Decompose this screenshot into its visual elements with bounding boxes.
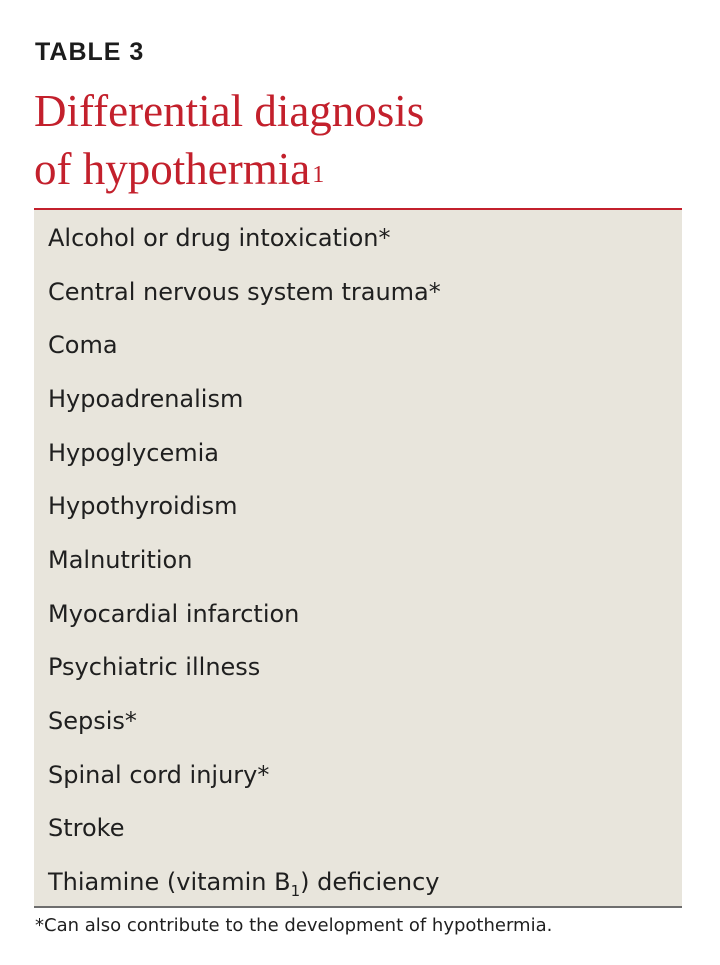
list-item-subscript: 1 <box>290 882 301 900</box>
list-item: Spinal cord injury* <box>48 761 270 789</box>
title-line-1: Differential diagnosis <box>34 86 425 136</box>
title-line-2-text: of hypothermia <box>34 144 311 194</box>
list-item: Central nervous system trauma* <box>48 278 441 306</box>
list-item: Coma <box>48 331 118 359</box>
title-reference-superscript: 1 <box>312 162 325 188</box>
list-item-thiamine <box>48 862 440 902</box>
title-line-2 <box>34 140 684 198</box>
list-item: Malnutrition <box>48 546 193 574</box>
list-item: Stroke <box>48 814 125 842</box>
list-item: Psychiatric illness <box>48 653 261 681</box>
list-item-suffix: ) deficiency <box>300 868 440 896</box>
list-item: Hypoglycemia <box>48 439 219 467</box>
list-item: Sepsis* <box>48 707 137 735</box>
footnote: *Can also contribute to the development of hypothermia. <box>35 915 553 936</box>
list-item: Myocardial infarction <box>48 600 300 628</box>
table-label: TABLE 3 <box>35 38 145 66</box>
list-item: Hypothyroidism <box>48 492 238 520</box>
diagnosis-list-panel <box>34 208 682 908</box>
list-item: Hypoadrenalism <box>48 385 244 413</box>
list-item-prefix: Thiamine (vitamin B <box>48 868 291 896</box>
list-item: Alcohol or drug intoxication* <box>48 224 391 252</box>
table-title <box>34 82 684 198</box>
